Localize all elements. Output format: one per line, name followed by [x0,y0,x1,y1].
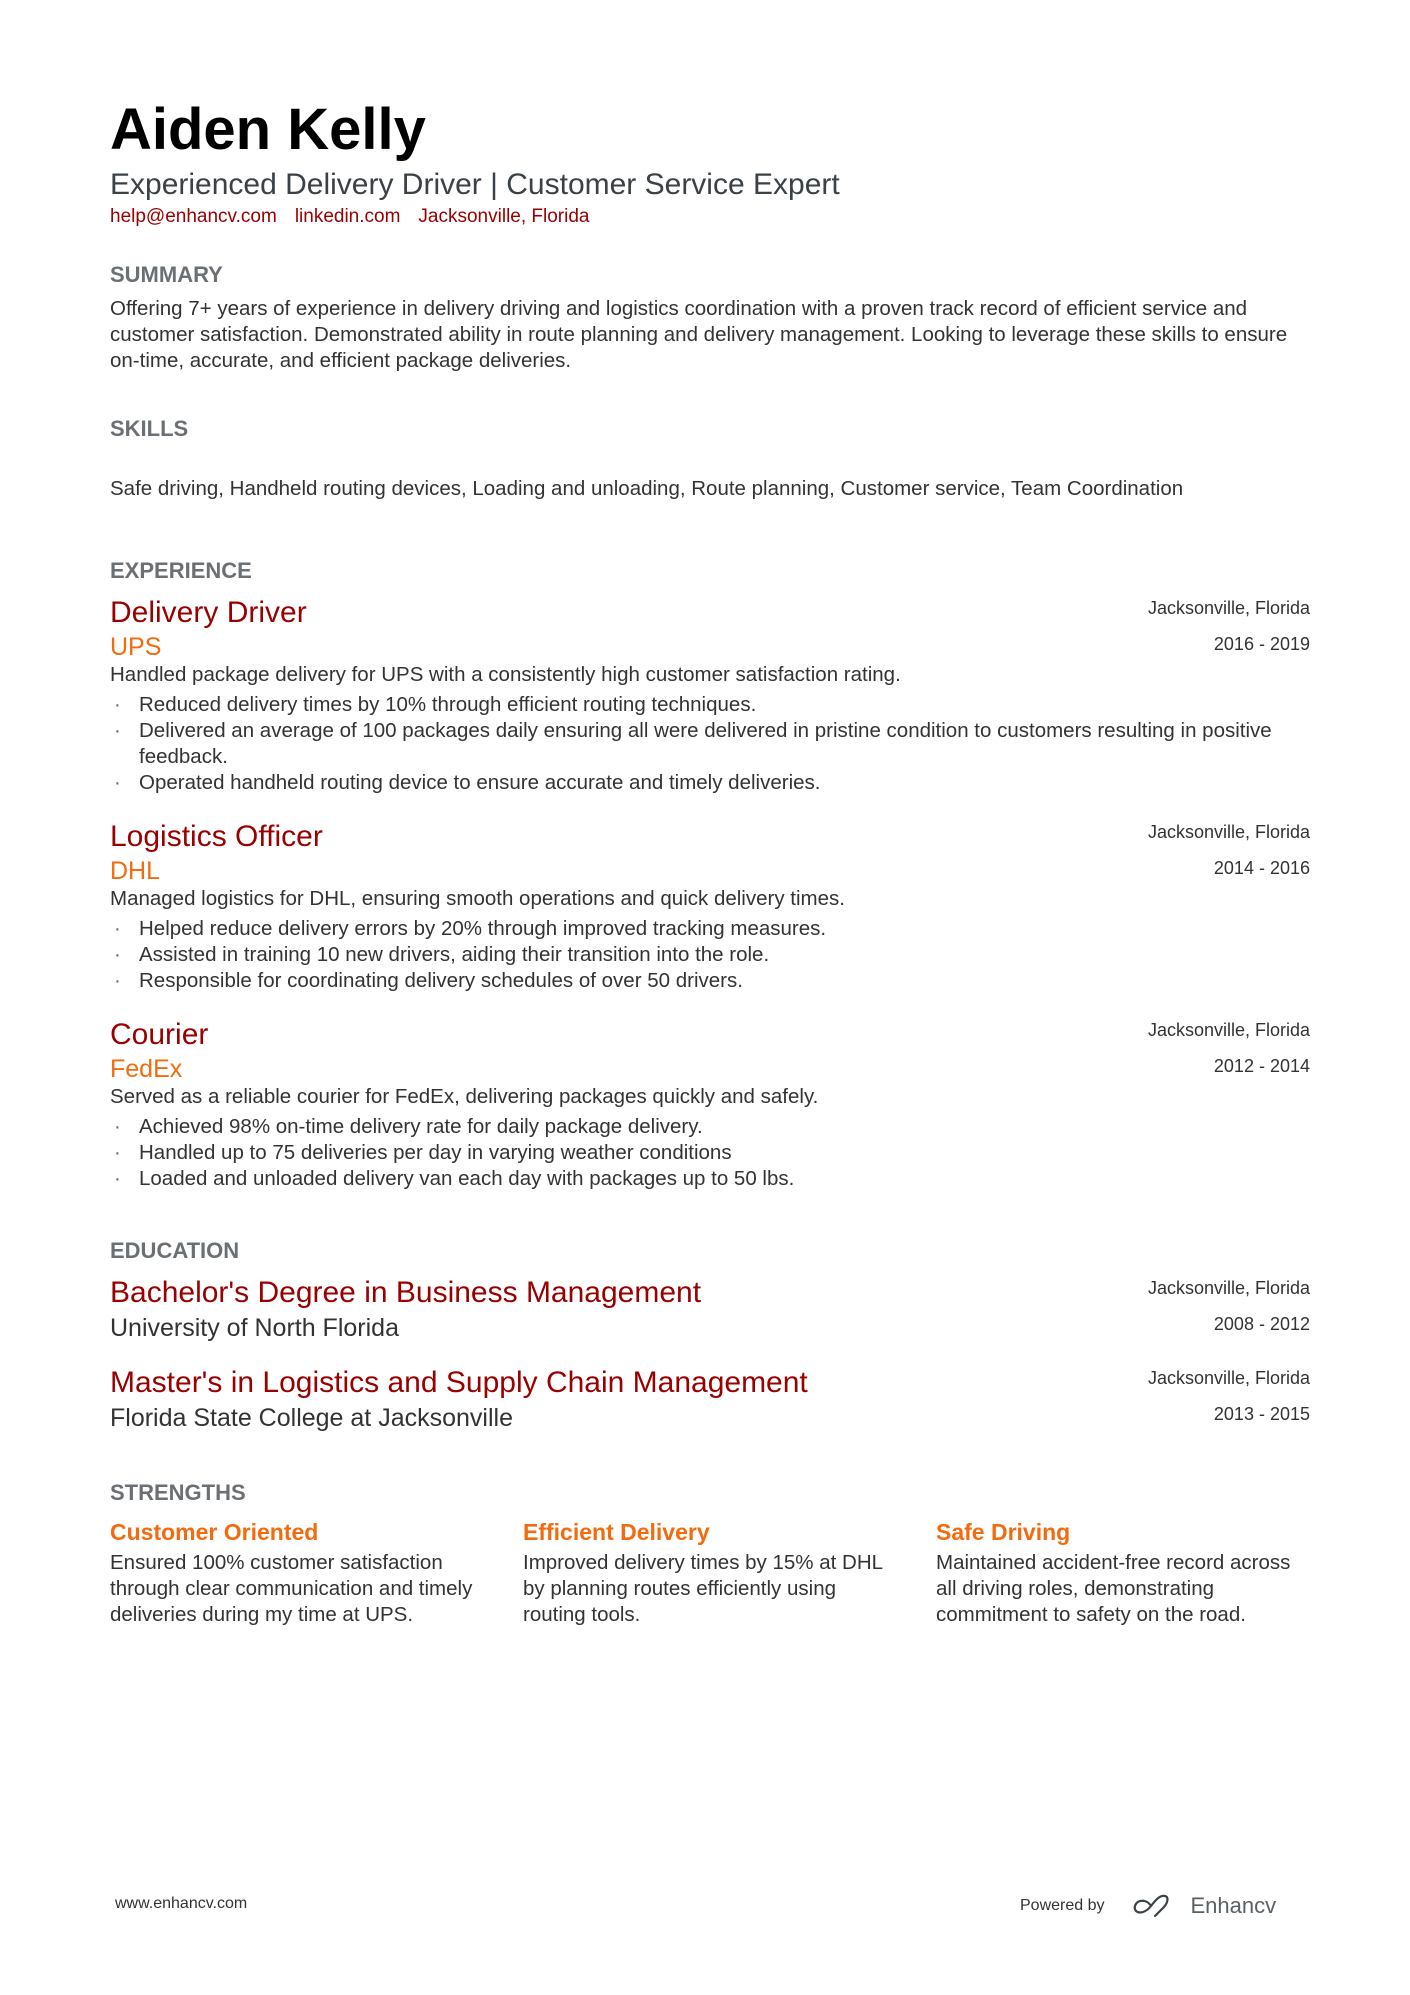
powered-by-label: Powered by [1020,1897,1105,1914]
job-dates: 2014 - 2016 [1213,858,1310,878]
job-title: Courier [110,1018,209,1051]
job-description: Managed logistics for DHL, ensuring smooth operations and quick delivery times. [110,887,845,910]
strength-item [936,1516,1308,1628]
degree: Bachelor's Degree in Business Management [110,1276,702,1309]
strength-item [523,1516,895,1628]
strength-text: Maintained accident-free record across all driving roles, demonstrating commitment to safety on the road. [936,1551,1291,1626]
job-description: Served as a reliable courier for FedEx, delivering packages quickly and safely. [110,1085,819,1108]
company: UPS [110,633,162,661]
resume [110,96,1310,1628]
strength-item [110,1516,482,1628]
job-title: Logistics Officer [110,820,323,853]
school: University of North Florida [110,1314,399,1342]
summary-heading: SUMMARY [110,262,223,287]
bullet-list [110,692,1310,796]
bullet: · Delivered an average of 100 packages daily ensuring all were delivered in pristine condition to customers resulting in positive feedback. [110,718,1310,770]
strength-text: Improved delivery times by 15% at DHL by planning routes efficiently using routing tools. [523,1551,883,1626]
job-dates: 2016 - 2019 [1213,634,1310,654]
education-location: Jacksonville, Florida [1147,1368,1310,1388]
candidate-name: Aiden Kelly [110,97,426,162]
strength-title: Efficient Delivery [523,1519,710,1545]
company: FedEx [110,1055,183,1083]
strength-title: Customer Oriented [110,1519,319,1545]
strengths-heading: STRENGTHS [110,1480,246,1505]
experience-entry [110,1016,1310,1192]
bullet-list [110,916,1310,994]
bullet: · Achieved 98% on-time delivery rate for daily package delivery. [110,1114,1310,1140]
education-entry [110,1364,1310,1434]
job-location: Jacksonville, Florida [1147,1020,1310,1040]
job-location: Jacksonville, Florida [1147,822,1310,842]
education-heading: EDUCATION [110,1238,240,1263]
linkedin-link[interactable]: linkedin.com [294,206,401,227]
job-dates: 2012 - 2014 [1213,1056,1310,1076]
education-location: Jacksonville, Florida [1147,1278,1310,1298]
bullet: · Assisted in training 10 new drivers, aiding their transition into the role. [110,942,1310,968]
company: DHL [110,857,161,885]
experience-heading: EXPERIENCE [110,558,252,583]
contacts [110,204,1310,230]
skills-text: Safe driving, Handheld routing devices, Loading and unloading, Route planning, Customer service, Team Coordination [110,477,1184,500]
school: Florida State College at Jacksonville [110,1404,513,1432]
email-link[interactable]: help@enhancv.com [110,206,277,227]
candidate-title: Experienced Delivery Driver | Customer Service Expert [110,168,840,201]
experience-entry [110,818,1310,994]
degree: Master's in Logistics and Supply Chain Management [110,1366,808,1399]
location: Jacksonville, Florida [418,206,590,227]
powered-by [1020,1893,1276,1919]
bullet: · Responsible for coordinating delivery schedules of over 50 drivers. [110,968,1310,994]
bullet: · Helped reduce delivery errors by 20% through improved tracking measures. [110,916,1310,942]
enhancv-brand: Enhancv [1190,1893,1277,1918]
job-location: Jacksonville, Florida [1147,598,1310,618]
footer-website[interactable]: www.enhancv.com [115,1895,248,1912]
job-title: Delivery Driver [110,596,307,629]
education-dates: 2008 - 2012 [1213,1314,1310,1334]
strength-text: Ensured 100% customer satisfaction through clear communication and timely deliveries during my time at UPS. [110,1551,473,1626]
bullet: · Operated handheld routing device to ensure accurate and timely deliveries. [110,770,1310,796]
strength-title: Safe Driving [936,1519,1071,1545]
bullet-list [110,1114,1310,1192]
enhancv-logo-icon [1131,1893,1179,1919]
bullet: · Reduced delivery times by 10% through efficient routing techniques. [110,692,1310,718]
education-entry [110,1274,1310,1344]
experience-entry [110,594,1310,796]
summary-text: Offering 7+ years of experience in delivery driving and logistics coordination with a proven track record of efficient service and customer satisfaction. Demonstrated ability in route planning and delivery management. Looking to leverage these skills to ensure on-time, accurate, and efficient package deliveries. [110,297,1288,372]
bullet: · Loaded and unloaded delivery van each day with packages up to 50 lbs. [110,1166,1310,1192]
skills-heading: SKILLS [110,416,189,441]
bullet: · Handled up to 75 deliveries per day in varying weather conditions [110,1140,1310,1166]
education-dates: 2013 - 2015 [1213,1404,1310,1424]
job-description: Handled package delivery for UPS with a consistently high customer satisfaction rating. [110,663,901,686]
